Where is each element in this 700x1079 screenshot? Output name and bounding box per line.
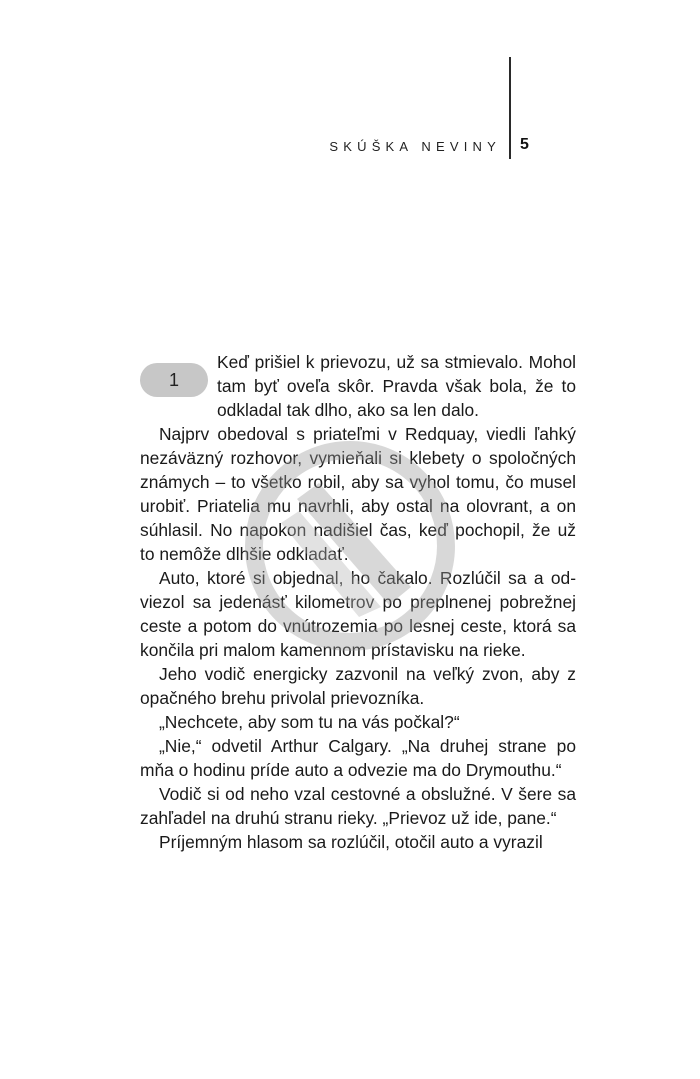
chapter-text <box>140 350 576 854</box>
paragraph-1-text: Keď prišiel k prievozu, už sa stmievalo. Mohol tam byť oveľa skôr. Pravda však bola, že to odkladal tak dlho, ako sa len dalo. <box>217 352 576 420</box>
paragraph-2: Najprv obedoval s priateľmi v Redquay, viedli ľahký nezáväzný rozhovor, vymieňali si klebety o spoločných známych – to všetko robil, aby sa vyhol tomu, čo musel urobiť. Priatelia mu navrhli, aby ostal na olovrant, a on súhlasil. No napokon nadišiel čas, keď pochopil, že už to nemôže dlhšie odkladať. <box>140 424 576 564</box>
paragraph-8: Príjemným hlasom sa rozlúčil, otočil auto a vyrazil <box>159 832 543 852</box>
running-title: SKÚŠKA NEVINY <box>329 139 501 154</box>
paragraph-6: „Nie,“ odvetil Arthur Calgary. „Na druhej strane po mňa o hodinu príde auto a odvezie ma do Drymouthu.“ <box>140 736 576 780</box>
paragraph-5: „Nechcete, aby som tu na vás počkal?“ <box>159 712 460 732</box>
paragraph-4: Jeho vodič energicky zazvonil na veľký zvon, aby z opačného brehu privolal prievozníka. <box>140 664 576 708</box>
paragraph-7: Vodič si od neho vzal cestovné a obslužné. V šere sa zahľadel na druhú stranu rieky. „Prievoz už ide, pane.“ <box>140 784 576 828</box>
page-number: 5 <box>520 136 529 153</box>
paragraph-3: Auto, ktoré si objednal, ho čakalo. Rozlúčil sa a odviezol sa jedenásť kilometrov po preplnenej pobrežnej ceste a potom do vnútrozemia po lesnej ceste, ktorá sa končila pri malom kamennom prístavisku na rieke. <box>140 568 576 660</box>
chapter-number-badge: 1 <box>140 363 208 397</box>
header-divider <box>509 57 511 159</box>
paragraph-1 <box>140 350 576 422</box>
